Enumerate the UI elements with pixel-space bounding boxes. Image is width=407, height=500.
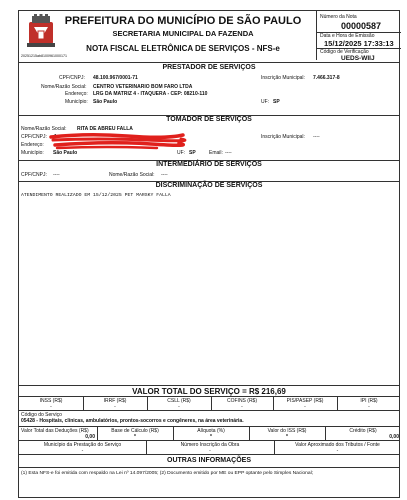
tax-pis-value: - <box>304 404 306 410</box>
intermediary-cpf-label: CPF/CNPJ: <box>21 172 47 178</box>
iss-value-label: Valor do ISS (R$) <box>267 428 307 434</box>
other-info-title: OUTRAS INFORMAÇÕES <box>167 457 251 464</box>
city-hall-title: PREFEITURA DO MUNICÍPIO DE SÃO PAULO <box>64 15 302 27</box>
provider-section-title: PRESTADOR DE SERVIÇOS <box>162 64 256 71</box>
calc-base-value: * <box>134 434 136 440</box>
tax-ipi-value: - <box>368 404 370 410</box>
service-place-label: Município da Prestação do Serviço <box>43 442 122 448</box>
provider-address-value: LRG DA MATRIZ 4 - ITAQUERA - CEP: 08210-110 <box>93 91 208 97</box>
credit-value: 0,00 <box>389 434 399 440</box>
provider-im-label: Inscrição Municipal: <box>261 75 305 81</box>
provider-city-value: São Paulo <box>93 99 118 105</box>
deductions-label: Valor Total das Deduções (R$) <box>21 428 89 434</box>
taker-cpf-value: 1 <box>54 134 57 140</box>
tax-pis-label: PIS/PASEP (R$) <box>286 398 324 404</box>
credit-label: Crédito (R$) <box>349 428 377 434</box>
nfse-document <box>18 10 400 498</box>
intermediary-name-label: Nome/Razão Social: <box>109 172 155 178</box>
taker-cpf-label: CPF/CNPJ: <box>21 134 47 140</box>
provider-city-label: Município: <box>65 99 88 105</box>
city-coat-of-arms-icon <box>27 14 55 48</box>
provider-uf-value: SP <box>273 99 280 105</box>
rate-value: * <box>210 434 212 440</box>
taker-name-label: Nome/Razão Social: <box>21 126 67 132</box>
description-section-title: DISCRIMINAÇÃO DE SERVIÇOS <box>155 182 263 189</box>
tax-ipi-label: IPI (R$) <box>360 398 378 404</box>
service-code-label: Código do Serviço <box>21 412 62 418</box>
deductions-value: 0,00 <box>85 434 95 440</box>
note-number: 00000587 <box>341 21 382 31</box>
tax-inss-value: - <box>50 404 52 410</box>
intermediary-section-title: INTERMEDIÁRIO DE SERVIÇOS <box>156 161 262 168</box>
tax-csll-label: CSLL (R$) <box>167 398 191 404</box>
other-info-text: (1) Esta NFS-e foi emitida com respaldo na Lei nº 14.097/2005; (2) Documento emitido por ME ou EPP optante pelo Simples Nacional; <box>21 471 314 476</box>
rate-label: Alíquota (%) <box>197 428 225 434</box>
provider-uf-label: UF: <box>261 99 270 105</box>
header-divider <box>316 11 317 60</box>
calc-base-label: Base de Cálculo (R$) <box>111 428 159 434</box>
tax-csll-value: - <box>178 404 180 410</box>
taker-city-label: Município: <box>21 150 44 156</box>
tax-cofins-label: COFINS (R$) <box>227 398 257 404</box>
taker-im-label: Inscrição Municipal: <box>261 134 305 140</box>
service-place-value: - <box>81 448 84 454</box>
intermediary-name-value: ---- <box>161 172 168 178</box>
construction-number-label: Número Inscrição da Obra <box>180 442 240 448</box>
provider-address-label: Endereço: <box>65 91 88 97</box>
provider-name-value: CENTRO VETERINARIO BOM FARO LTDA <box>93 84 193 90</box>
taker-email-label: Email: <box>209 150 223 156</box>
approx-taxes-value: - <box>336 448 339 454</box>
taker-uf-value: SP <box>189 150 196 156</box>
taker-im-value: ---- <box>313 134 320 140</box>
redaction-marks <box>47 129 187 155</box>
tax-irrf-label: IRRF (R$) <box>103 398 127 404</box>
taker-name-value: RITA DE ABREU FALLA <box>77 126 133 132</box>
taker-email-value: ---- <box>225 150 232 156</box>
intermediary-cpf-value: ---- <box>53 172 60 178</box>
taker-uf-label: UF: <box>177 150 186 156</box>
taker-section-title: TOMADOR DE SERVIÇOS <box>166 116 252 123</box>
issue-date: 15/12/2025 17:33:13 <box>324 39 394 48</box>
total-service-value: VALOR TOTAL DO SERVIÇO = R$ 216,69 <box>132 387 286 396</box>
barcode-text: 20251215ab8100961000171 <box>21 54 67 58</box>
note-number-label: Número da Nota <box>320 14 357 20</box>
taker-address-label: Endereço: <box>21 142 44 148</box>
service-code-value: 05428 - Hospitais, clínicas, ambulatórios, prontos-socorros e congêneres, na área veterinária. <box>21 418 244 424</box>
provider-name-label: Nome/Razão Social: <box>41 84 87 90</box>
service-description: ATENDIMENTO REALIZADO EM 15/12/2025 PET MARSKY FALLA <box>21 193 171 198</box>
construction-number-value: - <box>209 448 211 454</box>
tax-irrf-value: - <box>114 404 116 410</box>
provider-cpf-value: 48.100.967/0001-71 <box>93 75 138 81</box>
approx-taxes-label: Valor Aproximado dos Tributos / Fonte <box>295 442 380 448</box>
tax-cofins-value: - <box>241 404 243 410</box>
provider-cpf-label: CPF/CNPJ: <box>59 75 85 81</box>
document-title: NOTA FISCAL ELETRÔNICA DE SERVIÇOS - NFS-e <box>86 44 280 53</box>
verification-code: UEDS-WIIJ <box>341 55 375 62</box>
iss-value: * <box>286 434 288 440</box>
secretariat-title: SECRETARIA MUNICIPAL DA FAZENDA <box>112 29 254 38</box>
tax-inss-label: INSS (R$) <box>39 398 63 404</box>
provider-im-value: 7.466.317-8 <box>313 75 340 81</box>
verification-label: Código de Verificação <box>320 49 369 55</box>
issue-date-label: Data e Hora de Emissão <box>320 33 375 39</box>
taker-city-value: São Paulo <box>53 150 78 156</box>
